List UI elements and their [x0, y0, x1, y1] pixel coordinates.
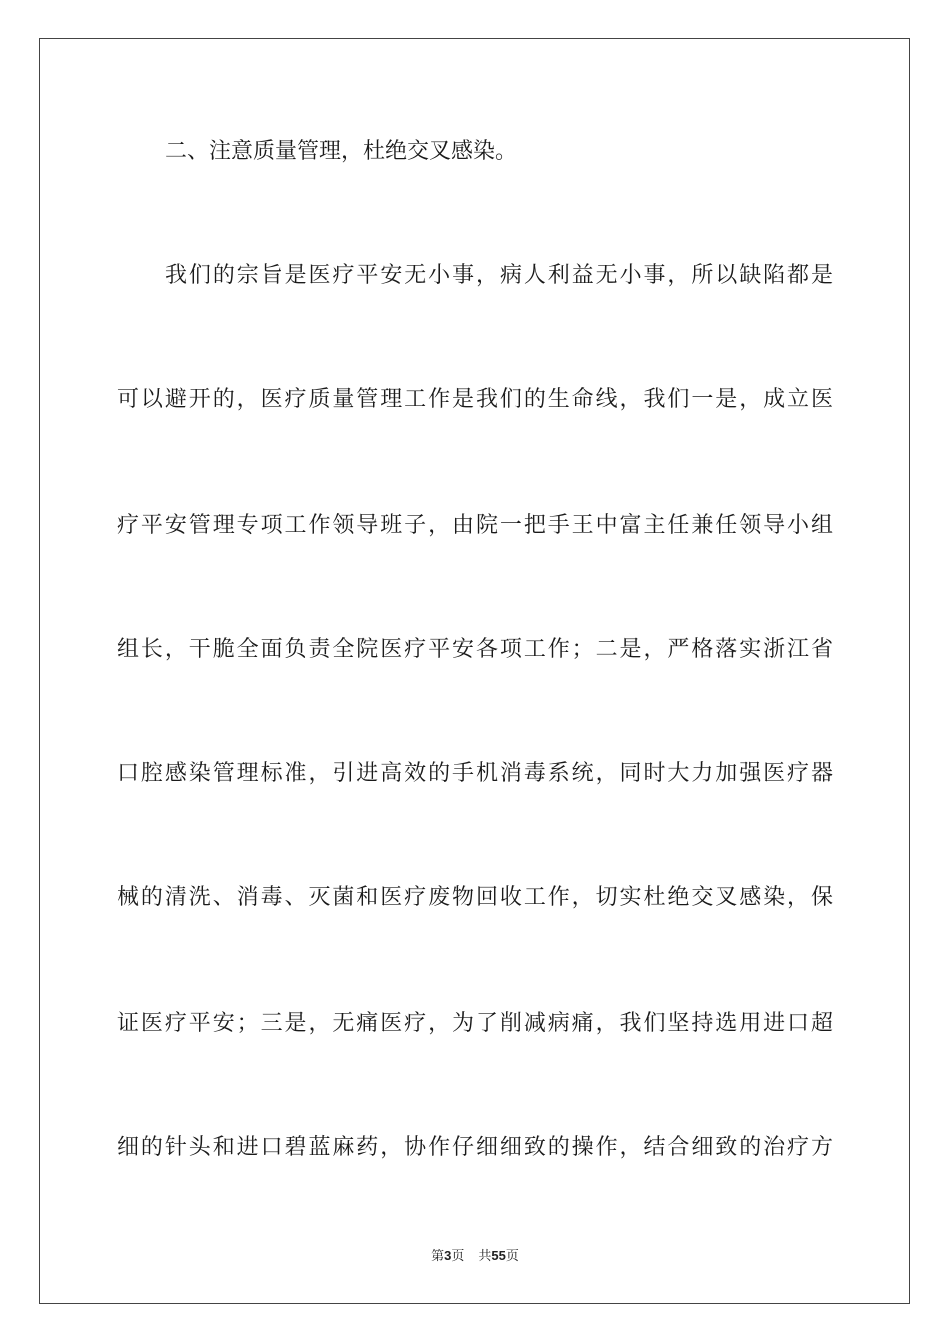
footer-total-pages: 55	[491, 1248, 506, 1263]
paragraph-line: 我们的宗旨是医疗平安无小事，病人利益无小事，所以缺陷都是	[165, 263, 833, 288]
footer-total-suffix: 页	[505, 1249, 519, 1264]
paragraph-line: 口腔感染管理标准，引进高效的手机消毒系统，同时大力加强医疗器	[117, 761, 833, 786]
paragraph-line: 细的针头和进口碧蓝麻药，协作仔细细致的操作，结合细致的治疗方	[117, 1135, 833, 1160]
paragraph-line: 械的清洗、消毒、灭菌和医疗废物回收工作，切实杜绝交叉感染，保	[117, 885, 833, 910]
footer-page-prefix: 第	[431, 1249, 445, 1264]
footer-page-suffix: 页	[451, 1249, 465, 1264]
page-border	[39, 38, 910, 1304]
section-heading: 二、注意质量管理，杜绝交叉感染。	[165, 139, 518, 164]
footer-page-number: 3	[444, 1248, 452, 1263]
paragraph-line: 疗平安管理专项工作领导班子，由院一把手王中富主任兼任领导小组	[117, 513, 833, 538]
page-footer	[0, 1247, 950, 1266]
footer-total-prefix: 共	[478, 1249, 492, 1264]
paragraph-line: 证医疗平安；三是，无痛医疗，为了削减病痛，我们坚持选用进口超	[117, 1011, 833, 1036]
paragraph-line: 可以避开的，医疗质量管理工作是我们的生命线，我们一是，成立医	[117, 387, 833, 412]
paragraph-line: 组长，干脆全面负责全院医疗平安各项工作；二是，严格落实浙江省	[117, 637, 833, 662]
